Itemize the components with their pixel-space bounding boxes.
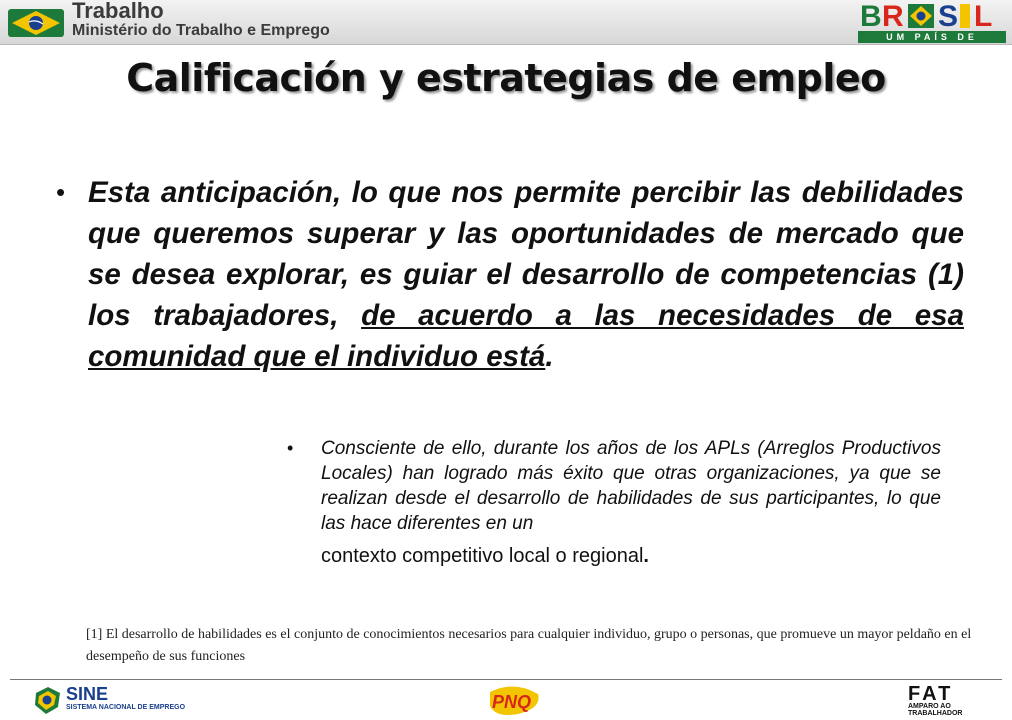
- page-title: Calificación y estrategias de empleo: [126, 56, 886, 100]
- sine-subtitle: SISTEMA NACIONAL DE EMPREGO: [66, 704, 186, 711]
- main-bullet-end: .: [545, 340, 554, 373]
- sub-bullet-end: contexto competitivo local o regional: [321, 545, 644, 567]
- pnq-logo: [484, 682, 544, 718]
- sine-name: SINE: [66, 684, 109, 704]
- fat-name: FAT: [908, 683, 954, 705]
- main-bullet-text: [88, 172, 964, 377]
- bullet-dot-icon: •: [56, 177, 66, 207]
- brasil-letter-b: B: [860, 0, 882, 30]
- ministry-subtitle: Ministério do Trabalho e Emprego: [72, 22, 330, 39]
- footnote: [1] El desarrollo de habilidades es el conjunto de conocimientos necesarios para cualquier individuo, grupo o personas, que promueve un mayor peldaño en el desempeño de sus funciones: [86, 627, 972, 664]
- sub-bullet-body: Consciente de ello, durante los años de los APLs (Arreglos Productivos Locales) han logrado más éxito que otras organizaciones, ya que se realizan desde el desarrollo de habilidades de sus participantes, lo que las hace diferentes en un: [321, 438, 941, 534]
- main-bullet-plain: Esta anticipación, lo que nos permite percibir las debilidades que queremos superar y las oportunidades de mercado que se desea explorar, es guiar el desarrollo de competencias (1) los trabajadores,: [88, 176, 964, 332]
- fat-logo: [904, 683, 984, 719]
- main-bullet-underlined: de acuerdo a las necesidades de esa comunidad que el individuo está: [88, 299, 964, 373]
- header-bar: [0, 0, 1012, 54]
- fat-subtitle: AMPARO AO TRABALHADOR: [908, 703, 963, 717]
- brasil-letter-r: R: [882, 0, 904, 30]
- brazil-flag-icon: [6, 3, 66, 41]
- sine-map-icon: [30, 683, 64, 717]
- brasil-letter-s: S: [938, 0, 959, 30]
- pnq-name: PNQ: [492, 692, 532, 712]
- sine-logo: [30, 682, 230, 718]
- bullet-dot-icon: •: [287, 438, 294, 458]
- footer-divider: [10, 679, 1002, 680]
- sub-bullet-period: .: [643, 545, 649, 567]
- ministry-title: Trabalho: [72, 0, 164, 23]
- brasil-slogan: UM PAÍS DE TODOS: [858, 31, 1006, 43]
- sub-bullet-text: [321, 436, 941, 576]
- brasil-letter-l: L: [974, 0, 993, 30]
- brasil-logo: [858, 0, 1006, 54]
